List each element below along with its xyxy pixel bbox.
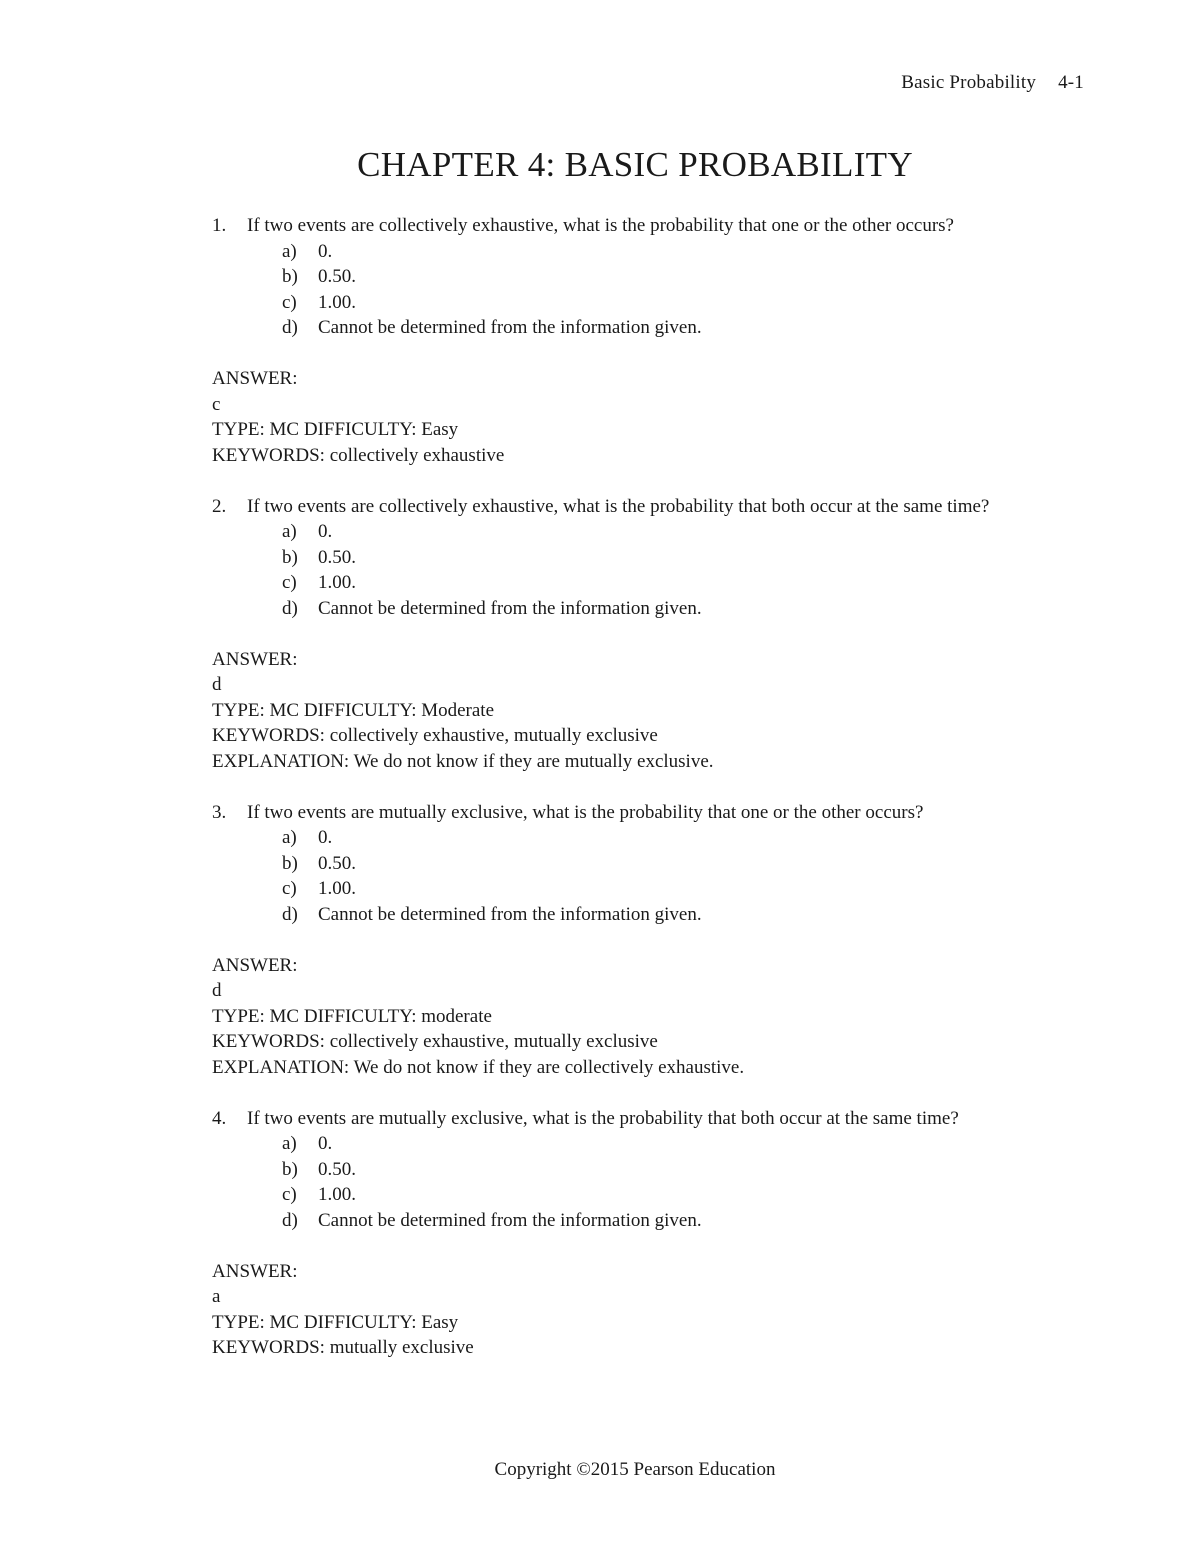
option-a [282, 519, 1112, 545]
option-letter: d) [282, 1209, 298, 1231]
copyright-footer: Copyright ©2015 Pearson Education [494, 1459, 776, 1480]
explanation: EXPLANATION: We do not know if they are collectively exhaustive. [212, 1056, 745, 1078]
option-letter: d) [282, 317, 298, 338]
option-text: Cannot be determined from the information given. [318, 597, 702, 619]
answer-label: ANSWER: [212, 1260, 298, 1282]
option-letter: c) [282, 1184, 297, 1205]
option-text: 0.50. [318, 1158, 356, 1180]
option-d [282, 596, 1112, 622]
answer-label: ANSWER: [212, 954, 298, 976]
option-letter: a) [282, 240, 297, 262]
type-difficulty: TYPE: MC DIFFICULTY: moderate [212, 1005, 492, 1027]
option-letter: c) [282, 878, 297, 899]
option-text: 0. [318, 827, 333, 848]
question-number: 1. [212, 215, 227, 236]
running-header [901, 72, 1084, 94]
answer-label: ANSWER: [212, 648, 298, 670]
answer-value: a [212, 1286, 221, 1307]
answer-options [212, 825, 1112, 927]
question-1 [212, 213, 1112, 468]
option-text: 1.00. [318, 291, 356, 313]
option-b [282, 545, 1112, 571]
option-text: 0. [318, 521, 333, 542]
answer-label: ANSWER: [212, 368, 298, 389]
option-text: 1.00. [318, 572, 356, 593]
question-list [212, 213, 1112, 1386]
question-3 [212, 800, 1112, 1081]
option-text: Cannot be determined from the information given. [318, 1209, 702, 1231]
question-stem [212, 494, 1112, 520]
option-b [282, 1157, 1112, 1183]
answer-block [212, 1259, 1112, 1361]
option-letter: c) [282, 572, 297, 593]
question-number: 4. [212, 1107, 227, 1129]
option-letter: a) [282, 827, 297, 848]
option-a [282, 1131, 1112, 1157]
question-stem [212, 800, 1112, 826]
answer-block [212, 953, 1112, 1081]
option-b [282, 851, 1112, 877]
option-letter: b) [282, 1158, 298, 1180]
answer-block [212, 366, 1112, 468]
option-text: Cannot be determined from the information given. [318, 317, 702, 338]
option-a [282, 239, 1112, 265]
option-c [282, 876, 1112, 902]
answer-value: c [212, 393, 221, 415]
option-text: 0. [318, 240, 333, 262]
answer-options [212, 519, 1112, 621]
option-d [282, 1208, 1112, 1234]
option-letter: b) [282, 852, 298, 874]
keywords: KEYWORDS: mutually exclusive [212, 1337, 474, 1358]
option-b [282, 264, 1112, 290]
option-letter: a) [282, 521, 297, 542]
question-text: If two events are collectively exhaustive, what is the probability that both occur at the same time? [247, 495, 990, 517]
option-c [282, 1182, 1112, 1208]
question-stem [212, 213, 1112, 239]
question-4 [212, 1106, 1112, 1361]
question-2 [212, 494, 1112, 775]
option-text: 0.50. [318, 546, 356, 568]
type-difficulty: TYPE: MC DIFFICULTY: Easy [212, 419, 459, 440]
type-difficulty: TYPE: MC DIFFICULTY: Easy [212, 1311, 459, 1333]
option-text: 0.50. [318, 266, 356, 287]
option-a [282, 825, 1112, 851]
option-text: Cannot be determined from the information given. [318, 903, 702, 925]
answer-options [212, 239, 1112, 341]
answer-block [212, 647, 1112, 775]
option-text: 1.00. [318, 1184, 356, 1205]
question-stem [212, 1106, 1112, 1132]
option-text: 0. [318, 1133, 333, 1154]
option-letter: b) [282, 266, 298, 287]
option-letter: c) [282, 291, 297, 313]
question-text: If two events are mutually exclusive, what is the probability that one or the other occurs? [247, 801, 924, 823]
option-text: 0.50. [318, 852, 356, 874]
option-text: 1.00. [318, 878, 356, 899]
question-number: 2. [212, 495, 227, 517]
keywords: KEYWORDS: collectively exhaustive, mutually exclusive [212, 1031, 658, 1052]
option-d [282, 902, 1112, 928]
question-text: If two events are mutually exclusive, what is the probability that both occur at the same time? [247, 1107, 959, 1129]
option-d [282, 315, 1112, 341]
question-text: If two events are collectively exhaustive, what is the probability that one or the other occurs? [247, 215, 954, 236]
question-number: 3. [212, 801, 227, 823]
option-letter: a) [282, 1133, 297, 1154]
answer-value: d [212, 980, 222, 1001]
option-c [282, 290, 1112, 316]
option-letter: b) [282, 546, 298, 568]
keywords: KEYWORDS: collectively exhaustive, mutually exclusive [212, 725, 658, 746]
answer-options [212, 1131, 1112, 1233]
running-title: Basic Probability [901, 72, 1037, 93]
type-difficulty: TYPE: MC DIFFICULTY: Moderate [212, 699, 495, 721]
option-letter: d) [282, 903, 298, 925]
page-number: 4-1 [1058, 72, 1084, 93]
option-letter: d) [282, 597, 298, 619]
chapter-title: CHAPTER 4: BASIC PROBABILITY [357, 145, 913, 184]
option-c [282, 570, 1112, 596]
explanation: EXPLANATION: We do not know if they are mutually exclusive. [212, 750, 714, 772]
answer-value: d [212, 674, 222, 695]
keywords: KEYWORDS: collectively exhaustive [212, 444, 505, 466]
